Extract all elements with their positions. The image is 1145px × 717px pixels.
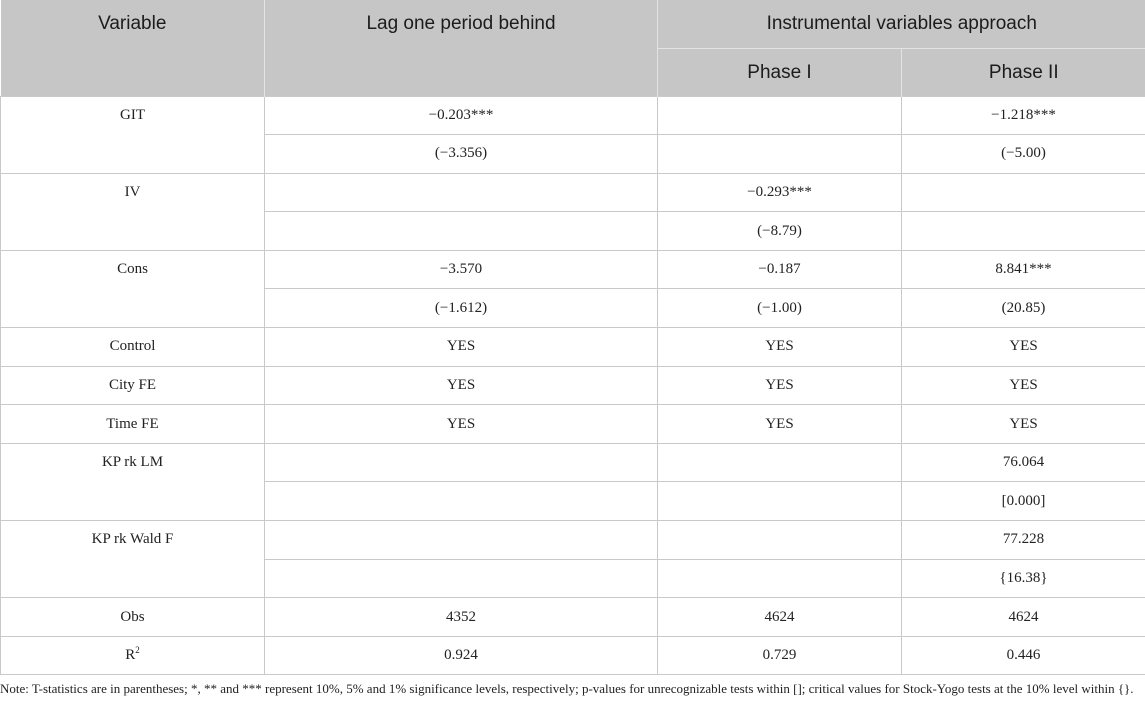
header-phase-2: Phase II bbox=[902, 48, 1145, 96]
cell-kp-lm-phase1 bbox=[658, 443, 902, 482]
table-row bbox=[1, 96, 1145, 135]
cell-cons-phase1-t: (−1.00) bbox=[658, 289, 902, 328]
cell-kp-lm-lag-sub bbox=[265, 482, 658, 521]
table-row bbox=[1, 405, 1145, 444]
cell-iv-lag bbox=[265, 173, 658, 212]
table-row bbox=[1, 636, 1145, 675]
table-row bbox=[1, 250, 1145, 289]
cell-obs-phase2: 4624 bbox=[902, 598, 1145, 637]
cell-kp-wald-phase2-critical: {16.38} bbox=[902, 559, 1145, 598]
table-row bbox=[1, 521, 1145, 560]
row-label-cons: Cons bbox=[1, 250, 265, 327]
cell-cons-phase1: −0.187 bbox=[658, 250, 902, 289]
cell-kp-wald-phase2: 77.228 bbox=[902, 521, 1145, 560]
cell-iv-phase1-t: (−8.79) bbox=[658, 212, 902, 251]
cell-kp-lm-lag bbox=[265, 443, 658, 482]
cell-r2-phase2: 0.446 bbox=[902, 636, 1145, 675]
cell-control-lag: YES bbox=[265, 328, 658, 367]
row-label-control: Control bbox=[1, 328, 265, 367]
cell-obs-lag: 4352 bbox=[265, 598, 658, 637]
cell-kp-wald-lag-sub bbox=[265, 559, 658, 598]
cell-kp-wald-lag bbox=[265, 521, 658, 560]
cell-kp-wald-phase1 bbox=[658, 521, 902, 560]
header-phase-1: Phase I bbox=[658, 48, 902, 96]
table-row bbox=[1, 173, 1145, 212]
cell-kp-wald-phase1-sub bbox=[658, 559, 902, 598]
cell-cons-lag: −3.570 bbox=[265, 250, 658, 289]
cell-kp-lm-phase1-sub bbox=[658, 482, 902, 521]
cell-cons-phase2: 8.841*** bbox=[902, 250, 1145, 289]
row-label-obs: Obs bbox=[1, 598, 265, 637]
cell-kp-lm-phase2-pvalue: [0.000] bbox=[902, 482, 1145, 521]
cell-kp-lm-phase2: 76.064 bbox=[902, 443, 1145, 482]
cell-r2-lag: 0.924 bbox=[265, 636, 658, 675]
cell-obs-phase1: 4624 bbox=[658, 598, 902, 637]
cell-iv-phase2 bbox=[902, 173, 1145, 212]
table-row bbox=[1, 598, 1145, 637]
row-label-r2 bbox=[1, 636, 265, 675]
table-row bbox=[1, 443, 1145, 482]
header-lag: Lag one period behind bbox=[265, 0, 658, 96]
cell-iv-phase1: −0.293*** bbox=[658, 173, 902, 212]
table-row bbox=[1, 366, 1145, 405]
cell-time-fe-phase1: YES bbox=[658, 405, 902, 444]
cell-iv-phase2-t bbox=[902, 212, 1145, 251]
cell-git-phase1-t bbox=[658, 135, 902, 174]
cell-git-phase2: −1.218*** bbox=[902, 96, 1145, 135]
cell-cons-phase2-t: (20.85) bbox=[902, 289, 1145, 328]
row-label-time-fe: Time FE bbox=[1, 405, 265, 444]
cell-r2-phase1: 0.729 bbox=[658, 636, 902, 675]
r2-label: R bbox=[125, 647, 136, 664]
cell-time-fe-lag: YES bbox=[265, 405, 658, 444]
cell-control-phase2: YES bbox=[902, 328, 1145, 367]
row-label-iv: IV bbox=[1, 173, 265, 250]
cell-git-lag-t: (−3.356) bbox=[265, 135, 658, 174]
header-variable: Variable bbox=[1, 0, 265, 96]
cell-time-fe-phase2: YES bbox=[902, 405, 1145, 444]
table-note: Note: T-statistics are in parentheses; *, ** and *** represent 10%, 5% and 1% significance levels, respectively; p-values for unrecognizable tests within []; critical values for Stock-Yogo tests at the 10% level within {}. bbox=[0, 681, 1134, 696]
table-row bbox=[1, 328, 1145, 367]
cell-city-fe-phase2: YES bbox=[902, 366, 1145, 405]
cell-iv-lag-t bbox=[265, 212, 658, 251]
row-label-kp-wald: KP rk Wald F bbox=[1, 521, 265, 598]
cell-git-lag: −0.203*** bbox=[265, 96, 658, 135]
cell-git-phase1 bbox=[658, 96, 902, 135]
row-label-kp-lm: KP rk LM bbox=[1, 443, 265, 520]
cell-git-phase2-t: (−5.00) bbox=[902, 135, 1145, 174]
row-label-git: GIT bbox=[1, 96, 265, 173]
cell-control-phase1: YES bbox=[658, 328, 902, 367]
cell-cons-lag-t: (−1.612) bbox=[265, 289, 658, 328]
r2-superscript: 2 bbox=[135, 645, 140, 656]
row-label-city-fe: City FE bbox=[1, 366, 265, 405]
header-iv-approach: Instrumental variables approach bbox=[658, 0, 1145, 48]
cell-city-fe-phase1: YES bbox=[658, 366, 902, 405]
cell-city-fe-lag: YES bbox=[265, 366, 658, 405]
